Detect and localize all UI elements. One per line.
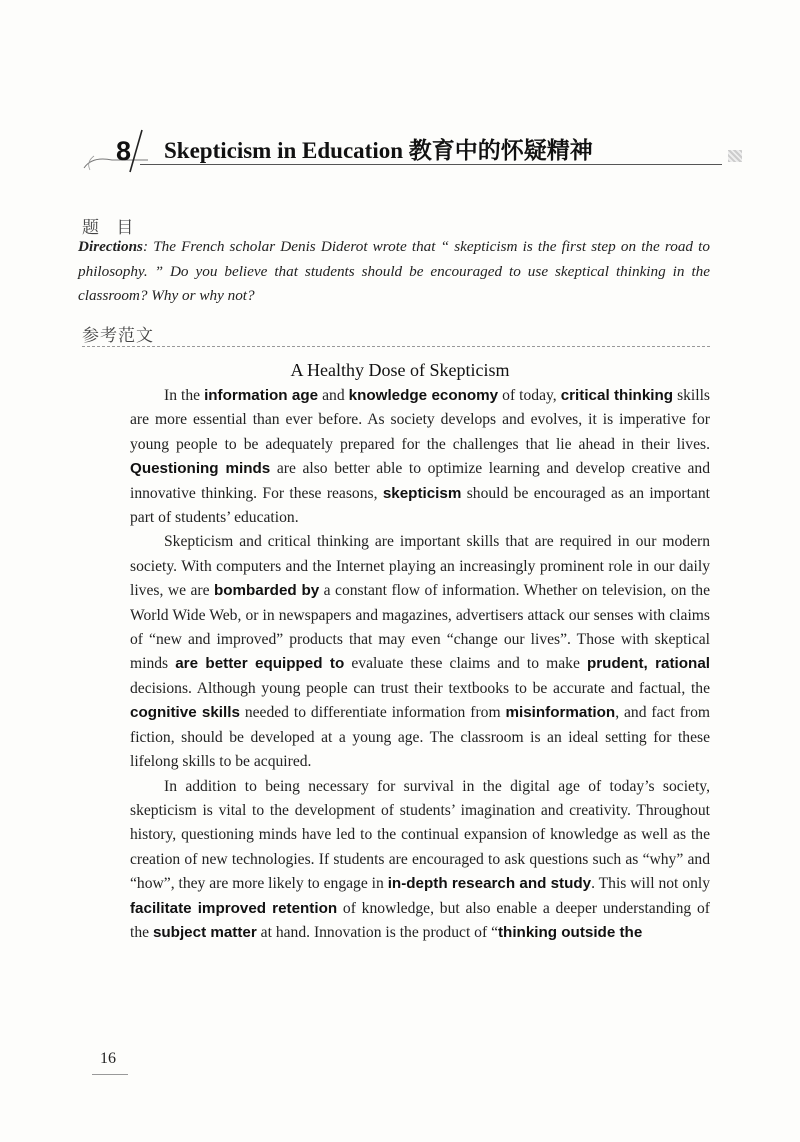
keyword: misinformation <box>505 704 616 722</box>
chapter-title: Skepticism in Education 教育中的怀疑精神 <box>164 138 593 163</box>
essay-text: needed to differentiate information from <box>239 704 506 722</box>
chapter-number: 8 <box>116 136 132 166</box>
essay-text: , and fact from fiction, should be developed at a young age. The classroom is an ideal setting for these lifelong skills to be acquired. <box>130 704 711 771</box>
essay-text: evaluate these claims and to make <box>344 655 587 673</box>
essay-paragraph-2 <box>130 530 710 774</box>
essay-text: . This will not only <box>591 875 710 893</box>
chapter-corner-ornament <box>728 150 742 162</box>
keyword: subject matter <box>152 923 257 941</box>
essay-title: A Healthy Dose of Skepticism <box>290 360 510 380</box>
essay-paragraph-1 <box>130 384 710 530</box>
keyword: prudent, rational <box>586 655 710 673</box>
essay-text: of today, <box>498 387 561 404</box>
keyword: are better equipped to <box>175 655 345 673</box>
essay-text: decisions. Although young people can trust their textbooks to be accurate and factual, the <box>130 679 710 697</box>
keyword: in-depth research and study <box>387 875 592 893</box>
essay-text: and <box>318 387 349 404</box>
keyword: thinking outside the <box>498 923 643 941</box>
page-number: 16 <box>100 1050 116 1067</box>
keyword: bombarded by <box>213 582 320 600</box>
keyword: information age <box>204 387 319 404</box>
chapter-heading <box>82 126 662 176</box>
keyword: facilitate improved retention <box>130 899 338 917</box>
essay-text: Skepticism and critical thinking are important skills that are required in our modern society. With computers and the Internet playing an increasingly prominent role in our daily lives, we are <box>130 533 710 600</box>
directions-text <box>78 235 710 309</box>
essay-text: In the <box>164 387 205 404</box>
essay-text: are also better able to optimize learning and develop creative and innovative thinking. For these reasons, <box>130 460 710 502</box>
topic-label: 题 目 <box>82 218 140 238</box>
keyword: knowledge economy <box>348 387 499 404</box>
sample-essay-label: 参考范文 <box>82 326 154 346</box>
essay-text: skills are more essential than ever before. As society develops and evolves, it is imperative for young people to be adequately prepared for the challenges that lie ahead in their lives. <box>130 387 711 453</box>
keyword: skepticism <box>382 484 462 502</box>
sample-essay-rule <box>82 346 710 347</box>
essay-text: a constant flow of information. Whether on television, on the World Wide Web, or in newspapers and magazines, advertisers attack our senses with claims of “new and improved” products that may even “change our lives”. Those with skeptical minds <box>130 582 710 673</box>
essay-text: of knowledge, but also enable a deeper understanding of the <box>130 899 710 941</box>
directions-body: : The French scholar Denis Diderot wrote that “ skepticism is the first step on the road to philosophy. ” Do you believe that students should be encouraged to use skeptical thinking in the classroom? Why or why not? <box>78 238 710 304</box>
essay-body <box>130 384 710 945</box>
essay-text: should be encouraged as an important part of students’ education. <box>130 484 710 527</box>
essay-text: at hand. Innovation is the product of “ <box>256 923 498 941</box>
keyword: Questioning minds <box>130 460 271 478</box>
essay-paragraph-3 <box>130 775 710 946</box>
keyword: critical thinking <box>560 387 674 404</box>
page-number-rule <box>92 1074 128 1075</box>
chapter-title-rule <box>140 164 722 165</box>
keyword: cognitive skills <box>130 704 240 722</box>
essay-text: In addition to being necessary for survival in the digital age of today’s society, skepticism is vital to the development of students’ imagination and creativity. Throughout history, questioning minds have led to the continual expansion of knowledge as well as the creation of new technologies. If students are encouraged to ask questions such as “why” and “how”, they are more likely to engage in <box>130 777 710 893</box>
directions-label: Directions <box>78 238 143 255</box>
